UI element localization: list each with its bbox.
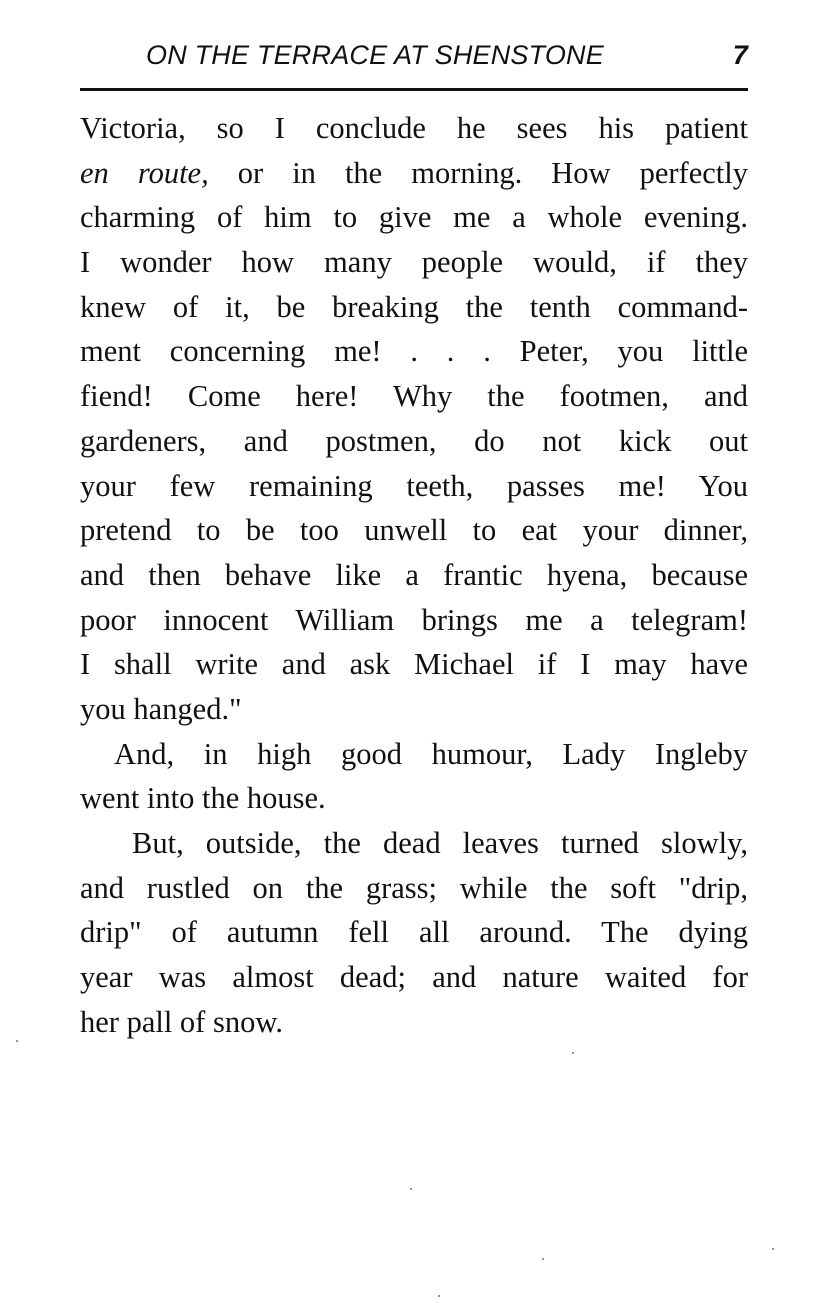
paper-speck xyxy=(410,1188,412,1190)
text-line: fiend! Come here! Why the footmen, and xyxy=(80,379,748,414)
paragraph-1 xyxy=(80,106,748,732)
paper-speck xyxy=(16,1040,18,1042)
paper-speck xyxy=(542,1258,544,1260)
italic-phrase: en route, xyxy=(80,155,209,190)
text-line: gardeners, and postmen, do not kick out xyxy=(80,423,748,458)
paper-speck xyxy=(572,1052,574,1054)
text-line: And, in high good humour, Lady Ingleby xyxy=(114,736,748,771)
running-title: ON THE TERRACE AT SHENSTONE xyxy=(146,40,604,70)
text-line: her pall of snow. xyxy=(80,1004,284,1039)
text-line: and rustled on the grass; while the soft "drip, xyxy=(80,870,748,905)
text-line: you hanged." xyxy=(80,691,242,726)
text-line: poor innocent William brings me a telegram! xyxy=(80,602,748,637)
text-line: knew of it, be breaking the tenth command- xyxy=(80,289,748,324)
text-line: ment concerning me! . . . Peter, you little xyxy=(80,334,748,369)
text-line: Victoria, so I conclude he sees his patient xyxy=(80,111,748,145)
text-line: pretend to be too unwell to eat your dinner, xyxy=(80,513,748,548)
text-line: But, outside, the dead leaves turned slowly, xyxy=(132,826,748,860)
text-line xyxy=(80,151,748,196)
text-line: and then behave like a frantic hyena, because xyxy=(80,557,748,592)
body-text xyxy=(80,106,748,1044)
paper-speck xyxy=(438,1295,440,1297)
text-line: charming of him to give me a whole evening. xyxy=(80,200,748,235)
paper-speck xyxy=(772,1248,774,1250)
text-line: your few remaining teeth, passes me! You xyxy=(80,468,748,503)
paragraph-3 xyxy=(80,821,748,1044)
text-line: I shall write and ask Michael if I may have xyxy=(80,647,748,682)
text-line: drip" of autumn fell all around. The dying xyxy=(80,915,748,950)
running-head xyxy=(80,38,750,78)
paragraph-2 xyxy=(80,732,748,821)
text-fragment: or in the morning. How perfectly xyxy=(208,155,748,190)
text-line: year was almost dead; and nature waited for xyxy=(80,960,748,995)
page-number: 7 xyxy=(732,40,748,70)
header-rule xyxy=(80,88,748,91)
text-line: I wonder how many people would, if they xyxy=(80,245,748,280)
text-line: went into the house. xyxy=(80,781,326,816)
